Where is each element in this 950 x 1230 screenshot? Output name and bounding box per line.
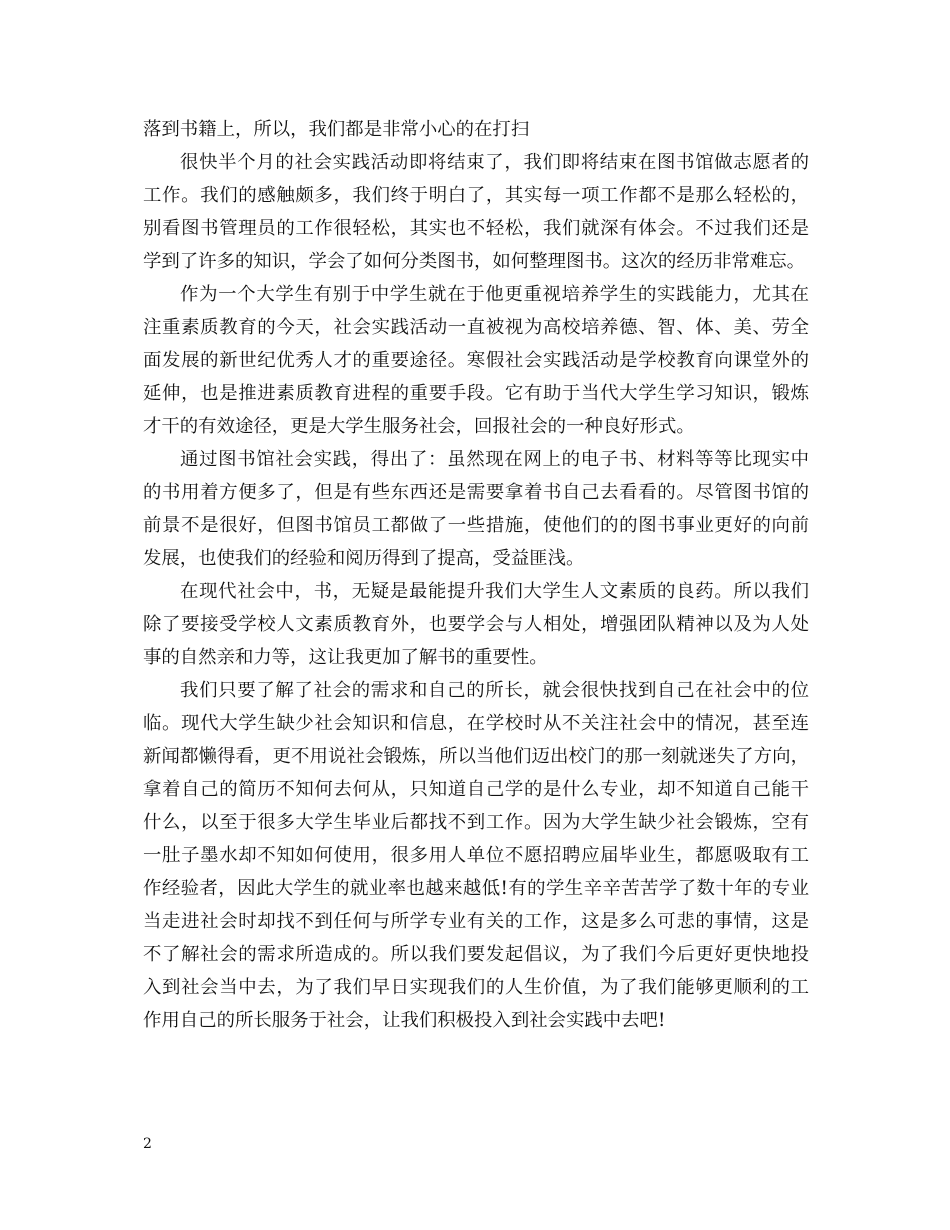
page-number: 2 [143,1136,152,1152]
text-line: 除了要接受学校人文素质教育外，也要学会与人相处，增强团队精神以及为人处 [143,614,809,635]
text-line: 面发展的新世纪优秀人才的重要途径。寒假社会实践活动是学校教育向课堂外的 [143,350,809,371]
text-line: 作用自己的所长服务于社会，让我们积极投入到社会实践中去吧! [143,1010,666,1031]
text-line: 工作。我们的感触颇多，我们终于明白了，其实每一项工作都不是那么轻松的， [143,185,809,206]
text-line: 入到社会当中去，为了我们早日实现我们的人生价值，为了我们能够更顺利的工 [143,977,809,998]
text-line: 落到书籍上，所以，我们都是非常小心的在打扫 [143,119,530,140]
text-line: 前景不是很好，但图书馆员工都做了一些措施，使他们的的图书事业更好的向前 [143,515,809,536]
text-line: 新闻都懒得看，更不用说社会锻炼，所以当他们迈出校门的那一刻就迷失了方向， [143,746,809,767]
text-line: 一肚子墨水却不知如何使用，很多用人单位不愿招聘应届毕业生，都愿吸取有工 [143,845,809,866]
text-line: 的书用着方便多了，但是有些东西还是需要拿着书自己去看看的。尽管图书馆的 [143,482,809,503]
document-body [143,113,809,1037]
text-line: 不了解社会的需求所造成的。所以我们要发起倡议，为了我们今后更好更快地投 [143,944,809,965]
text-line: 学到了许多的知识，学会了如何分类图书，如何整理图书。这次的经历非常难忘。 [143,251,806,272]
text-line: 发展，也使我们的经验和阅历得到了提高，受益匪浅。 [143,548,585,569]
text-line: 作经验者，因此大学生的就业率也越来越低!有的学生辛辛苦苦学了数十年的专业 [143,878,809,899]
text-line: 注重素质教育的今天，社会实践活动一直被视为高校培养德、智、体、美、劳全 [143,317,809,338]
text-line: 在现代社会中，书，无疑是最能提升我们大学生人文素质的良药。所以我们 [180,581,809,602]
text-line: 拿着自己的简历不知何去何从，只知道自己学的是什么专业，却不知道自己能干 [143,779,809,800]
text-line: 当走进社会时却找不到任何与所学专业有关的工作，这是多么可悲的事情，这是 [143,911,809,932]
text-line: 事的自然亲和力等，这让我更加了解书的重要性。 [143,647,548,668]
text-line: 作为一个大学生有别于中学生就在于他更重视培养学生的实践能力，尤其在 [180,284,809,305]
text-line: 延伸，也是推进素质教育进程的重要手段。它有助于当代大学生学习知识，锻炼 [143,383,809,404]
text-line: 通过图书馆社会实践，得出了：虽然现在网上的电子书、材料等等比现实中 [180,449,809,470]
text-line: 很快半个月的社会实践活动即将结束了，我们即将结束在图书馆做志愿者的 [180,152,809,173]
text-line: 临。现代大学生缺少社会知识和信息，在学校时从不关注社会中的情况，甚至连 [143,713,809,734]
text-line: 什么，以至于很多大学生毕业后都找不到工作。因为大学生缺少社会锻炼，空有 [143,812,809,833]
text-line: 我们只要了解了社会的需求和自己的所长，就会很快找到自己在社会中的位 [180,680,809,701]
text-line: 才干的有效途径，更是大学生服务社会，回报社会的一种良好形式。 [143,416,695,437]
text-line: 别看图书管理员的工作很轻松，其实也不轻松，我们就深有体会。不过我们还是 [143,218,809,239]
